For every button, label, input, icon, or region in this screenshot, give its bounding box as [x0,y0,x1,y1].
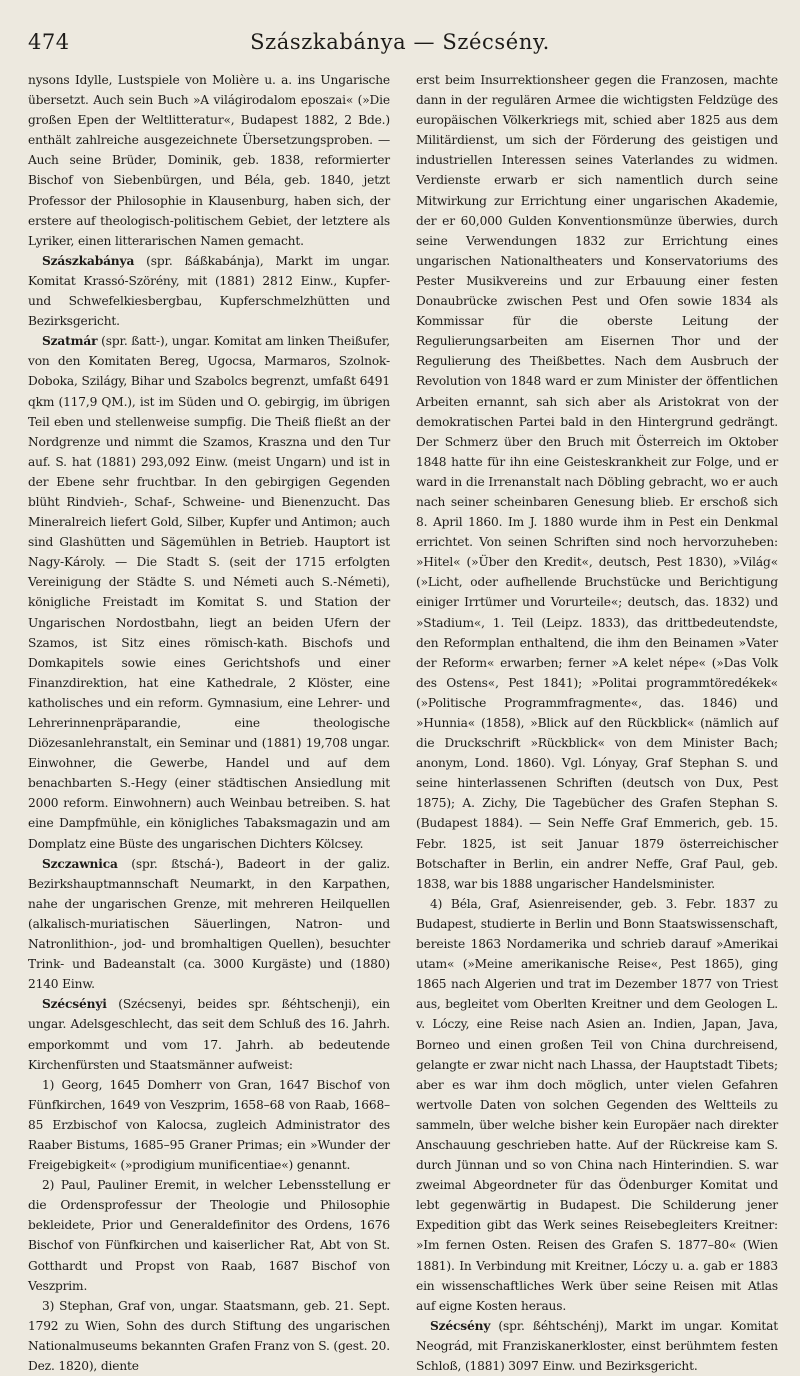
entry-headword: Szécsényi [42,997,107,1012]
entry-text: (spr. ßatt-), ungar. Komitat am linken Theißufer, von den Komitaten Bereg, Ugocsa, Marmaros, Szolnok-Doboka, Szilágy, Bihar und Szabolcs begrenzt, umfaßt 6491 qkm (117,9 QM.), ist im Süden und O. gebirgig, im übrigen Teil eben und stellenweise sumpfig. Die Theiß fließt an der Nordgrenze und nimmt die Szamos, Kraszna und den Tur auf. S. hat (1881) 293,092 Einw. (meist Ungarn) und ist in der Ebene sehr fruchtbar. In den gebirgigen Gegenden blüht Rindvieh-, Schaf-, Schweine- und Bienenzucht. Das Mineralreich liefert Gold, Silber, Kupfer und Antimon; auch sind Glashütten und Sägemühlen in Betrieb. Hauptort ist Nagy-Károly. — Die Stadt S. (seit der 1715 erfolgten Vereinigung der Städte S. und Németi auch S.-Németi), königliche Freistadt im Komitat S. und Station der Ungarischen Nordostbahn, liegt an beiden Ufern der Szamos, ist Sitz eines römisch-kath. Bischofs und Domkapitels sowie eines Gerichtshofs und einer Finanzdirektion, hat eine Kathedrale, 2 Klöster, eine katholisches und ein reform. Gymnasium, eine Lehrer- und Lehrerinnenpräparandie, eine theologische Diözesanlehranstalt, ein Seminar und (1881) 19,708 ungar. Einwohner, die Gewerbe, Handel und auf dem benachbarten S.-Hegy (einer städtischen Ansiedlung mit 2000 reform. Einwohnern) auch Weinbau betreiben. S. hat eine Dampfmühle, ein königliches Tabaksmagazin und am Domplatz eine Büste des ungarischen Dichters Kölcsey. [28,334,390,851]
entry-text: 4) Béla, Graf, Asienreisender, geb. 3. Febr. 1837 zu Budapest, studierte in Berlin und Bonn Staatswissenschaft, bereiste 1863 Nordamerika und schrieb darauf »Amerikai utam« (»Meine amerikanische Reise«, Pest 1865), ging 1865 nach Algerien und trat im Dezember 1877 von Triest aus, begleitet vom Oberlten Kreitner und dem Geologen L. v. Lóczy, eine Reise nach Asien an. Indien, Japan, Java, Borneo und einen großen Teil von China durchreisend, gelangte er zwar nicht nach Lhassa, der Hauptstadt Tibets; aber es war ihm doch möglich, unter vielen Gefahren wertvolle Daten von solchen Gegenden des Weltteils zu sammeln, über welche bisher kein Europäer nach direkter Anschauung geschrieben hatte. Auf der Rückreise kam S. durch Jünnan und so von China nach Hinterindien. S. war zweimal Abgeordneter für das Ödenburger Komitat und lebt gegenwärtig in Budapest. Die Schilderung jener Expedition gibt das Werk seines Reisebegleiters Kreitner: »Im fernen Osten. Reisen des Grafen S. 1877–80« (Wien 1881). In Verbindung mit Kreitner, Lóczy u. a. gab er 1883 ein wissenschaftliches Werk über seine Reisen mit Atlas auf eigne Kosten heraus. [416,896,778,1313]
entry-text: 3) Stephan, Graf von, ungar. Staatsmann, geb. 21. Sept. 1792 zu Wien, Sohn des durch Stiftung des ungarischen Nationalmuseums bekannten Grafen Franz von S. (gest. 20. Dez. 1820), diente [28,1298,390,1373]
paragraph [28,1296,390,1376]
paragraph [28,70,390,251]
entry-text: nysons Idylle, Lustspiele von Molière u. a. ins Ungarische übersetzt. Auch sein Buch »A világirodalom eposzai« (»Die großen Epen der Weltlitteratur«, Budapest 1882, 2 Bde.) enthält zahlreiche ausgezeichnete Übersetzungsproben. — Auch seine Brüder, Dominik, geb. 1838, reformierter Bischof von Siebenbürgen, und Béla, geb. 1840, jetzt Professor der Philosophie in Klausenburg, haben sich, der erstere auf theologisch-politischem Gebiet, der letztere als Lyriker, einen litterarischen Namen gemacht. [28,73,390,248]
entry-headword: Szatmár [42,334,98,349]
page-number: 474 [28,30,70,54]
dictionary-entry [28,251,390,331]
paragraph [28,1175,390,1296]
page-header [28,30,772,58]
running-title: Szászkabánya — Szécsény. [250,30,550,54]
dictionary-entry [416,1316,778,1376]
entry-text: 1) Georg, 1645 Domherr von Gran, 1647 Bischof von Fünfkirchen, 1649 von Veszprim, 1658–68 von Raab, 1668–85 Erzbischof von Kalocsa, zugleich Administrator des Raaber Bistums, 1685–95 Graner Primas; ein »Wunder der Freigebigkeit« (»prodigium munificentiae«) genannt. [28,1077,390,1173]
entry-text: (spr. ßáßkabánja), Markt im ungar. Komitat Krassó-Szörény, mit (1881) 2812 Einw., Kupfer- und Schwefelkiesbergbau, Kupferschmelzhütten und Bezirksgericht. [28,253,390,329]
dictionary-entry [28,994,390,1074]
entry-text: (spr. ßtschá-), Badeort in der galiz. Bezirkshauptmannschaft Neumarkt, in den Karpathen, nahe der ungarischen Grenze, mit mehreren Heilquellen (alkalisch-muriatischen Säuerlingen, Natron- und Natronlithion-, jod- und bromhaltigen Quellen), besuchter Trink- und Badeanstalt (ca. 3000 Kurgäste) und (1880) 2140 Einw. [28,856,390,992]
paragraph [416,894,778,1316]
dictionary-entry [28,854,390,995]
text-columns [28,70,778,1373]
left-column [28,70,390,1373]
right-column [416,70,778,1373]
dictionary-entry [28,331,390,853]
entry-text: (spr. ßéhtschénj), Markt im ungar. Komitat Neográd, mit Franziskanerkloster, einst berühmtem festen Schloß, (1881) 3097 Einw. und Bezirksgericht. [416,1318,778,1373]
entry-headword: Szászkabánya [42,253,135,268]
entry-text: 2) Paul, Pauliner Eremit, in welcher Lebensstellung er die Ordensprofessur der Theologie und Philosophie bekleidete, Prior und Generaldefinitor des Ordens, 1676 Bischof von Fünfkirchen und kaiserlicher Rat, Abt von St. Gotthardt und Propst von Raab, 1687 Bischof von Veszprim. [28,1178,390,1293]
entry-headword: Szczawnica [42,856,118,871]
entry-headword: Szécsény [430,1318,491,1333]
entry-text: (Szécsenyi, beides spr. ßéhtschenji), ein ungar. Adelsgeschlecht, das seit dem Schluß des 16. Jahrh. emporkommt und vom 17. Jahrh. ab bedeutende Kirchenfürsten und Staatsmänner aufweist: [28,997,390,1072]
entry-text: erst beim Insurrektionsheer gegen die Franzosen, machte dann in der regulären Armee die wichtigsten Feldzüge des europäischen Völkerkriegs mit, schied aber 1825 aus dem Militärdienst, um sich der Förderung des geistigen und industriellen Interessen seines Vaterlandes zu widmen. Verdienste erwarb er sich namentlich durch seine Mitwirkung zur Errichtung einer ungarischen Akademie, der er 60,000 Gulden Konventionsmünze überwies, durch seine Verwendungen 1832 zur Errichtung eines ungarischen Nationaltheaters und Konservatoriums des Pester Musikvereins und zur Erbauung einer festen Donaubrücke zwischen Pest und Ofen sowie 1834 als Kommissar für die oberste Leitung der Regulierungsarbeiten am Eisernen Thor und der Regulierung des Theißbettes. Nach dem Ausbruch der Revolution von 1848 ward er zum Minister der öffentlichen Arbeiten ernannt, sah sich aber als Aristokrat von der demokratischen Partei bald in den Hintergrund gedrängt. Der Schmerz über den Bruch mit Österreich im Oktober 1848 hatte für ihn eine Geisteskrankheit zur Folge, und er ward in die Irrenanstalt nach Döbling gebracht, wo er auch nach seiner scheinbaren Genesung blieb. Er erschoß sich 8. April 1860. Im J. 1880 wurde ihm in Pest ein Denkmal errichtet. Von seinen Schriften sind noch hervorzuheben: »Hitel« (»Über den Kredit«, deutsch, Pest 1830), »Világ« (»Licht, oder aufhellende Bruchstücke und Berichtigung einiger Irrtümer und Vorurteile«; deutsch, das. 1832) und »Stadium«, 1. Teil (Leipz. 1833), das drittbedeutendste, den Reformplan enthaltend, die ihm den Beinamen »Vater der Reform« erwarben; ferner »A kelet népe« (»Das Volk des Ostens«, Pest 1841); »Politai programmtöredékek« (»Politische Programmfragmente«, das. 1846) und »Hunnia« (1858), »Blick auf den Rückblick« (nämlich auf die Druckschrift »Rückblick« von dem Minister Bach; anonym, Lond. 1860). Vgl. Lónyay, Graf Stephan S. und seine hinterlassenen Schriften (deutsch von Dux, Pest 1875); A. Zichy, Die Tagebücher des Grafen Stephan S. (Budapest 1884). — Sein Neffe Graf Emmerich, geb. 15. Febr. 1825, ist seit Januar 1879 österreichischer Botschafter in Berlin, ein andrer Neffe, Graf Paul, geb. 1838, war bis 1888 ungarischer Handelsminister. [416,73,778,891]
paragraph [416,70,778,894]
paragraph [28,1075,390,1175]
